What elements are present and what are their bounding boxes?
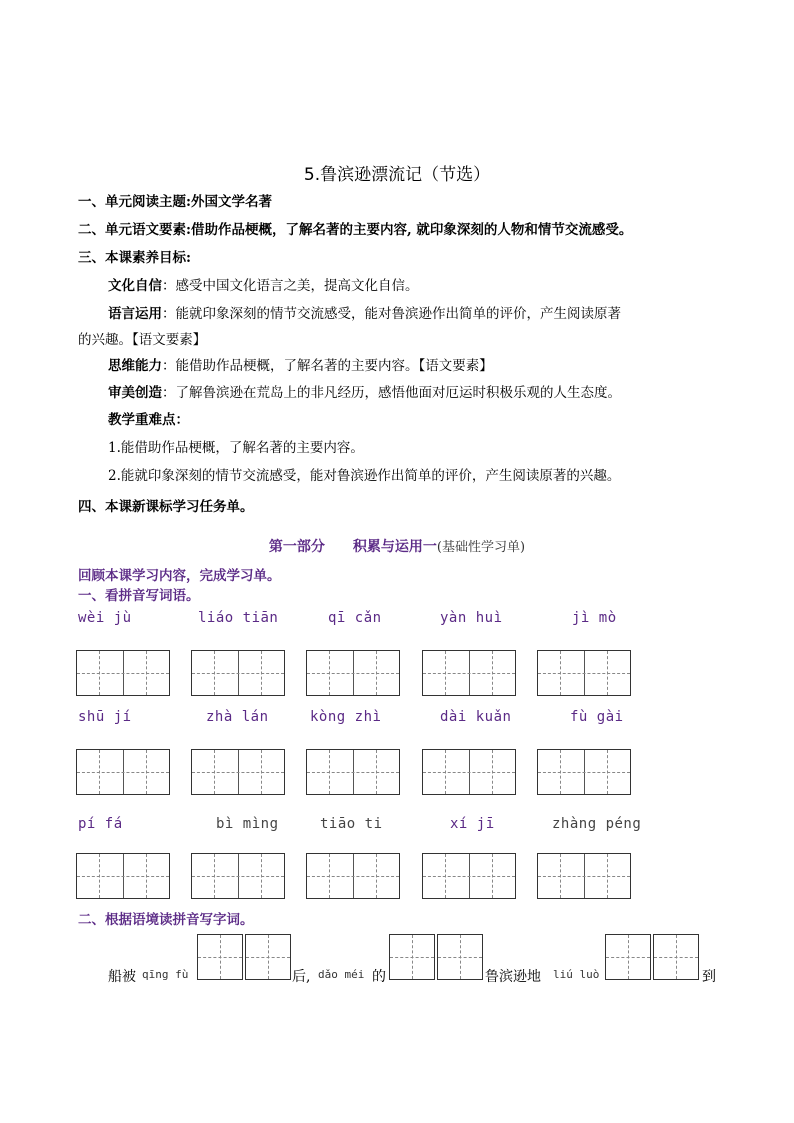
sentence-part-5: 到: [702, 969, 716, 985]
goal-culture-label: 文化自信: [108, 278, 162, 294]
goal-aesthetic-label: 审美创造: [108, 385, 162, 401]
goal-culture-text: ：感受中国文化语言之美，提高文化自信。: [162, 278, 419, 294]
word-writing-grid[interactable]: [422, 853, 516, 899]
answer-box[interactable]: [605, 934, 651, 980]
pinyin-fugai: fù gài: [570, 709, 624, 725]
section-2: 二、单元语文要素:借助作品梗概，了解名著的主要内容, 就印象深刻的人物和情节交流感受。: [78, 222, 633, 238]
lesson-title: 5.鲁滨逊漂流记（节选）: [303, 165, 491, 185]
goal-aesthetic-text: ：了解鲁滨逊在荒岛上的非凡经历，感悟他面对厄运时积极乐观的人生态度。: [162, 385, 621, 401]
review-instruction: 回顾本课学习内容，完成学习单。: [78, 568, 281, 584]
word-writing-grid[interactable]: [306, 749, 400, 795]
question-2-title: 二、根据语境读拼音写字词。: [78, 912, 254, 928]
key-points-label: 教学重难点：: [108, 412, 189, 428]
sentence-part-2: 后,: [292, 969, 311, 985]
question-1-title: 一、看拼音写词语。: [78, 588, 200, 604]
sentence-pinyin-2: dǎo méi: [318, 968, 365, 981]
pinyin-jimo: jì mò: [572, 610, 617, 626]
word-writing-grid[interactable]: [306, 650, 400, 696]
part-name: 第一部分: [268, 539, 325, 555]
pinyin-biming: bì mìng: [216, 816, 279, 832]
word-writing-grid[interactable]: [422, 749, 516, 795]
section-1: 一、单元阅读主题:外国文学名著: [78, 194, 272, 210]
sentence-part-1: 船被: [108, 969, 136, 985]
pinyin-liaotian: liáo tiān: [198, 610, 279, 626]
pinyin-zhalan: zhà lán: [206, 709, 269, 725]
word-writing-grid[interactable]: [76, 650, 170, 696]
sentence-pinyin-1: qīng fù: [142, 968, 189, 981]
pinyin-yanhui: yàn huì: [440, 610, 503, 626]
word-writing-grid[interactable]: [537, 650, 631, 696]
goal-language-label: 语言运用: [108, 306, 162, 322]
goal-language: [108, 304, 621, 324]
part-subtitle: (基础性学习单): [436, 540, 526, 555]
key-point-1: 1.能借助作品梗概，了解名著的主要内容。: [108, 440, 364, 456]
section-3: 三、本课素养目标:: [78, 250, 191, 266]
pinyin-kongzhi: kòng zhì: [310, 709, 382, 725]
word-writing-grid[interactable]: [422, 650, 516, 696]
goal-thinking: [108, 356, 493, 376]
pinyin-zhangpeng: zhàng péng: [552, 816, 642, 832]
sentence-part-4: 鲁滨逊地: [485, 969, 541, 985]
word-writing-grid[interactable]: [76, 749, 170, 795]
pinyin-pifa: pí fá: [78, 816, 123, 832]
pinyin-daikuan: dài kuǎn: [440, 709, 512, 725]
goal-thinking-label: 思维能力: [108, 358, 162, 374]
key-point-2: 2.能就印象深刻的情节交流感受，能对鲁滨逊作出简单的评价，产生阅读原著的兴趣。: [108, 468, 621, 484]
answer-box[interactable]: [197, 934, 243, 980]
goal-language-text: ：能就印象深刻的情节交流感受，能对鲁滨逊作出简单的评价，产生阅读原著: [162, 306, 621, 322]
word-writing-grid[interactable]: [537, 853, 631, 899]
word-writing-grid[interactable]: [537, 749, 631, 795]
word-writing-grid[interactable]: [191, 853, 285, 899]
goal-language-cont: 的兴趣。【语文要素】: [78, 332, 207, 348]
goal-aesthetic: [108, 383, 621, 403]
pinyin-qican: qī cǎn: [328, 610, 382, 626]
word-writing-grid[interactable]: [191, 749, 285, 795]
part-title: 积累与运用一: [352, 539, 437, 555]
goal-thinking-text: ：能借助作品梗概，了解名著的主要内容。【语文要素】: [162, 358, 493, 374]
pinyin-weiju: wèi jù: [78, 610, 132, 626]
sentence-pinyin-3: liú luò: [553, 968, 600, 981]
pinyin-shuji: shū jí: [78, 709, 132, 725]
answer-box[interactable]: [389, 934, 435, 980]
answer-box[interactable]: [245, 934, 291, 980]
goal-culture: [108, 276, 419, 296]
part-heading: [0, 536, 794, 556]
answer-box[interactable]: [437, 934, 483, 980]
pinyin-xiji: xí jī: [450, 816, 495, 832]
word-writing-grid[interactable]: [76, 853, 170, 899]
section-4: 四、本课新课标学习任务单。: [78, 499, 254, 515]
sentence-part-3: 的: [372, 969, 386, 985]
pinyin-tiaoti: tiāo ti: [320, 816, 383, 832]
word-writing-grid[interactable]: [191, 650, 285, 696]
word-writing-grid[interactable]: [306, 853, 400, 899]
answer-box[interactable]: [653, 934, 699, 980]
